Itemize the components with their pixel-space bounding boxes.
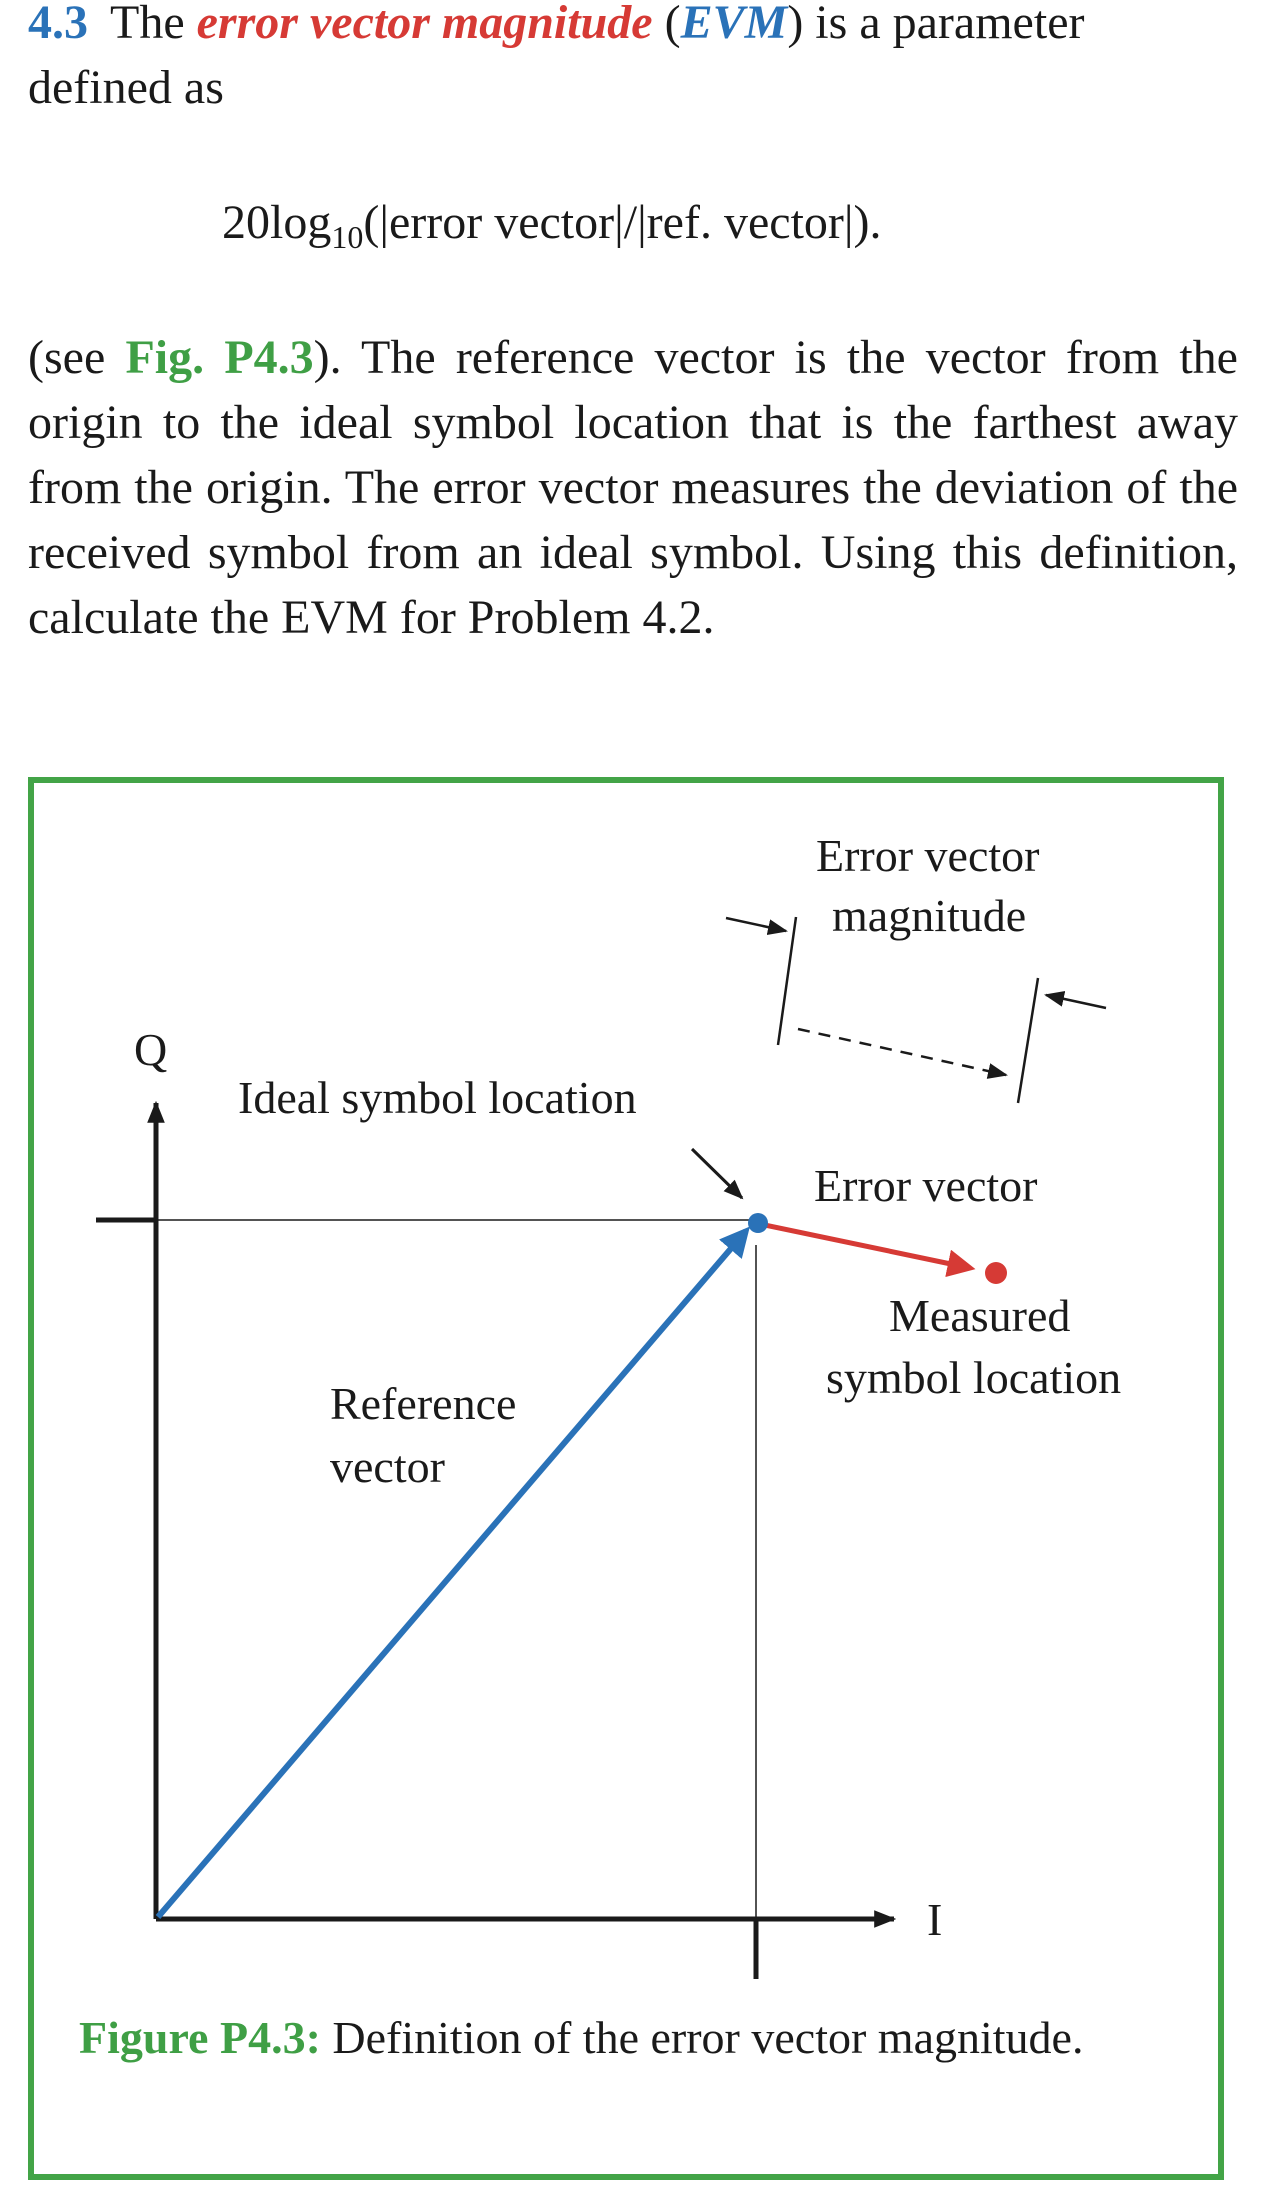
- figure-caption: [79, 2008, 1189, 2068]
- evm-label-line2: magnitude: [832, 890, 1027, 941]
- measured-label-line2: symbol location: [826, 1352, 1122, 1403]
- evm-diagram: [34, 783, 1218, 2174]
- evm-dashed-arrow: [798, 1029, 1006, 1075]
- paren-open: (: [652, 0, 681, 49]
- measured-symbol-point: [985, 1262, 1007, 1284]
- problem-description: [28, 325, 1238, 650]
- reference-vector-arrow: [158, 1231, 746, 1917]
- ideal-symbol-point: [748, 1213, 768, 1233]
- term-evm: error vector magnitude: [196, 0, 653, 49]
- evm-right-bar: [1018, 978, 1038, 1103]
- ideal-pointer-arrow: [692, 1149, 742, 1198]
- intro-after: ) is a parameter defined as: [28, 0, 1085, 114]
- evm-left-bar: [778, 917, 796, 1045]
- measured-label-line1: Measured: [889, 1290, 1071, 1341]
- text-see: (see: [28, 331, 126, 384]
- text-rest: ). The reference vector is the vector from the origin to the ideal symbol location that is the farthest away from the origin. The error vector measures the deviation of the received symbol from an ideal symbol. Using this definition, calculate the EVM for Problem 4.2.: [28, 331, 1238, 644]
- intro-before: The: [110, 0, 197, 49]
- equation-subscript: 10: [331, 219, 364, 255]
- equation-body: (|error vector|/|ref. vector|).: [363, 196, 882, 249]
- caption-label: Figure P4.3:: [79, 2012, 321, 2063]
- error-vector-label: Error vector: [814, 1160, 1038, 1211]
- abbr-evm: EVM: [680, 0, 788, 49]
- reference-label-line2: vector: [330, 1441, 445, 1492]
- figure-frame: [28, 777, 1224, 2180]
- i-axis-label: I: [927, 1894, 943, 1945]
- q-axis-label: Q: [134, 1024, 168, 1075]
- evm-right-arrow: [1046, 995, 1106, 1008]
- error-vector-arrow: [760, 1224, 970, 1268]
- evm-equation: [222, 190, 881, 255]
- reference-label-line1: Reference: [330, 1378, 517, 1429]
- evm-label-line1: Error vector: [816, 830, 1040, 881]
- problem-number: 4.3: [28, 0, 88, 49]
- ideal-symbol-label: Ideal symbol location: [238, 1072, 637, 1123]
- equation-prefix: 20log: [222, 196, 332, 249]
- caption-text: Definition of the error vector magnitude.: [320, 2012, 1084, 2063]
- evm-left-arrow: [726, 918, 786, 931]
- problem-statement: [28, 0, 1238, 120]
- figure-reference-link[interactable]: Fig. P4.3: [125, 331, 314, 384]
